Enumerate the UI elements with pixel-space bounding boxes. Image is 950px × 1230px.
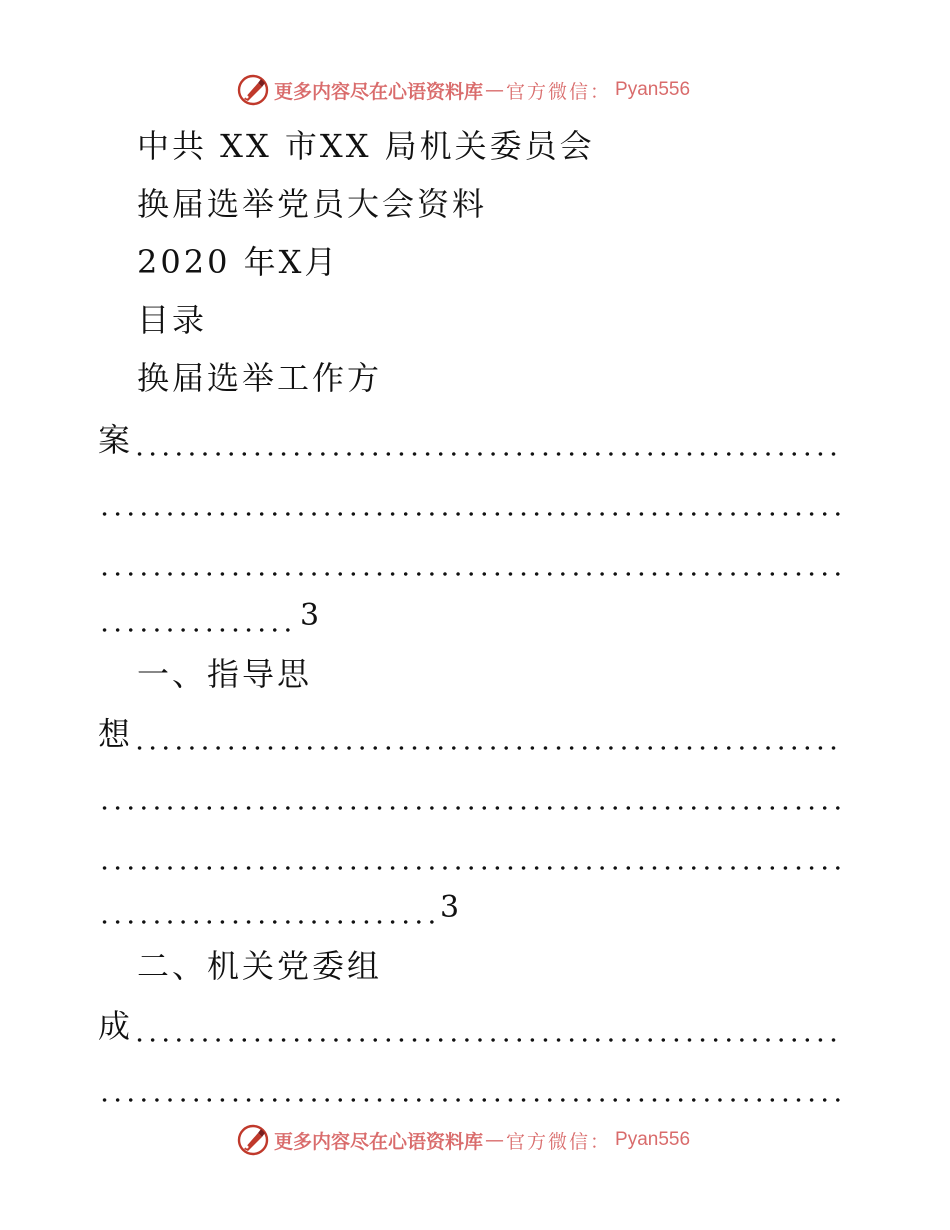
toc-entry-1-leader-1 [98, 420, 842, 460]
watermark-text: 更多内容尽在心语资料库 [274, 80, 484, 103]
toc-entry-2-title-tail: 想 [98, 715, 134, 753]
dot-leader [98, 888, 438, 928]
toc-entry-2-page: 3 [440, 890, 460, 925]
watermark-official: 官方微信： [506, 80, 612, 103]
document-title-line1: 中共 XX 市XX 局机关委员会 [137, 127, 595, 165]
toc-heading: 目录 [137, 301, 208, 339]
watermark-id: Pyan556 [615, 1129, 691, 1150]
dot-leader [98, 1066, 842, 1106]
toc-entry-1-title: 换届选举工作方 [137, 359, 383, 397]
dot-leader [98, 834, 842, 874]
dot-leader [133, 1006, 842, 1046]
toc-entry-3-title: 二、机关党委组 [137, 947, 383, 985]
toc-entry-1-leader-3 [98, 540, 842, 580]
dot-leader [98, 480, 842, 520]
watermark-text: 更多内容尽在心语资料库 [274, 1130, 484, 1153]
footer-watermark [236, 1122, 690, 1158]
pen-logo-icon [236, 1123, 270, 1157]
watermark-dash: — [485, 79, 505, 101]
document-date: 2020 年X月 [137, 243, 340, 281]
toc-entry-1-title-tail: 案 [98, 421, 134, 459]
watermark-dash: — [485, 1129, 505, 1151]
toc-entry-2-title: 一、指导思 [137, 655, 313, 693]
dot-leader [98, 540, 842, 580]
dot-leader [133, 714, 842, 754]
header-watermark [236, 72, 690, 108]
toc-entry-1-leader-2 [98, 480, 842, 520]
dot-leader [98, 774, 842, 814]
toc-entry-2-leader-3 [98, 834, 842, 874]
toc-entry-2-leader-4 [98, 888, 842, 928]
dot-leader [133, 420, 842, 460]
toc-entry-2-leader-1 [98, 714, 842, 754]
pen-logo-icon [236, 73, 270, 107]
watermark-official: 官方微信： [506, 1130, 612, 1153]
document-title-line2: 换届选举党员大会资料 [137, 185, 488, 223]
toc-entry-3-leader-1 [98, 1006, 842, 1046]
dot-leader [98, 596, 298, 636]
toc-entry-3-leader-2 [98, 1066, 842, 1106]
toc-entry-1-page: 3 [300, 598, 320, 633]
toc-entry-3-title-tail: 成 [98, 1007, 134, 1045]
watermark-id: Pyan556 [615, 79, 691, 100]
toc-entry-2-leader-2 [98, 774, 842, 814]
toc-entry-1-leader-4 [98, 596, 842, 636]
